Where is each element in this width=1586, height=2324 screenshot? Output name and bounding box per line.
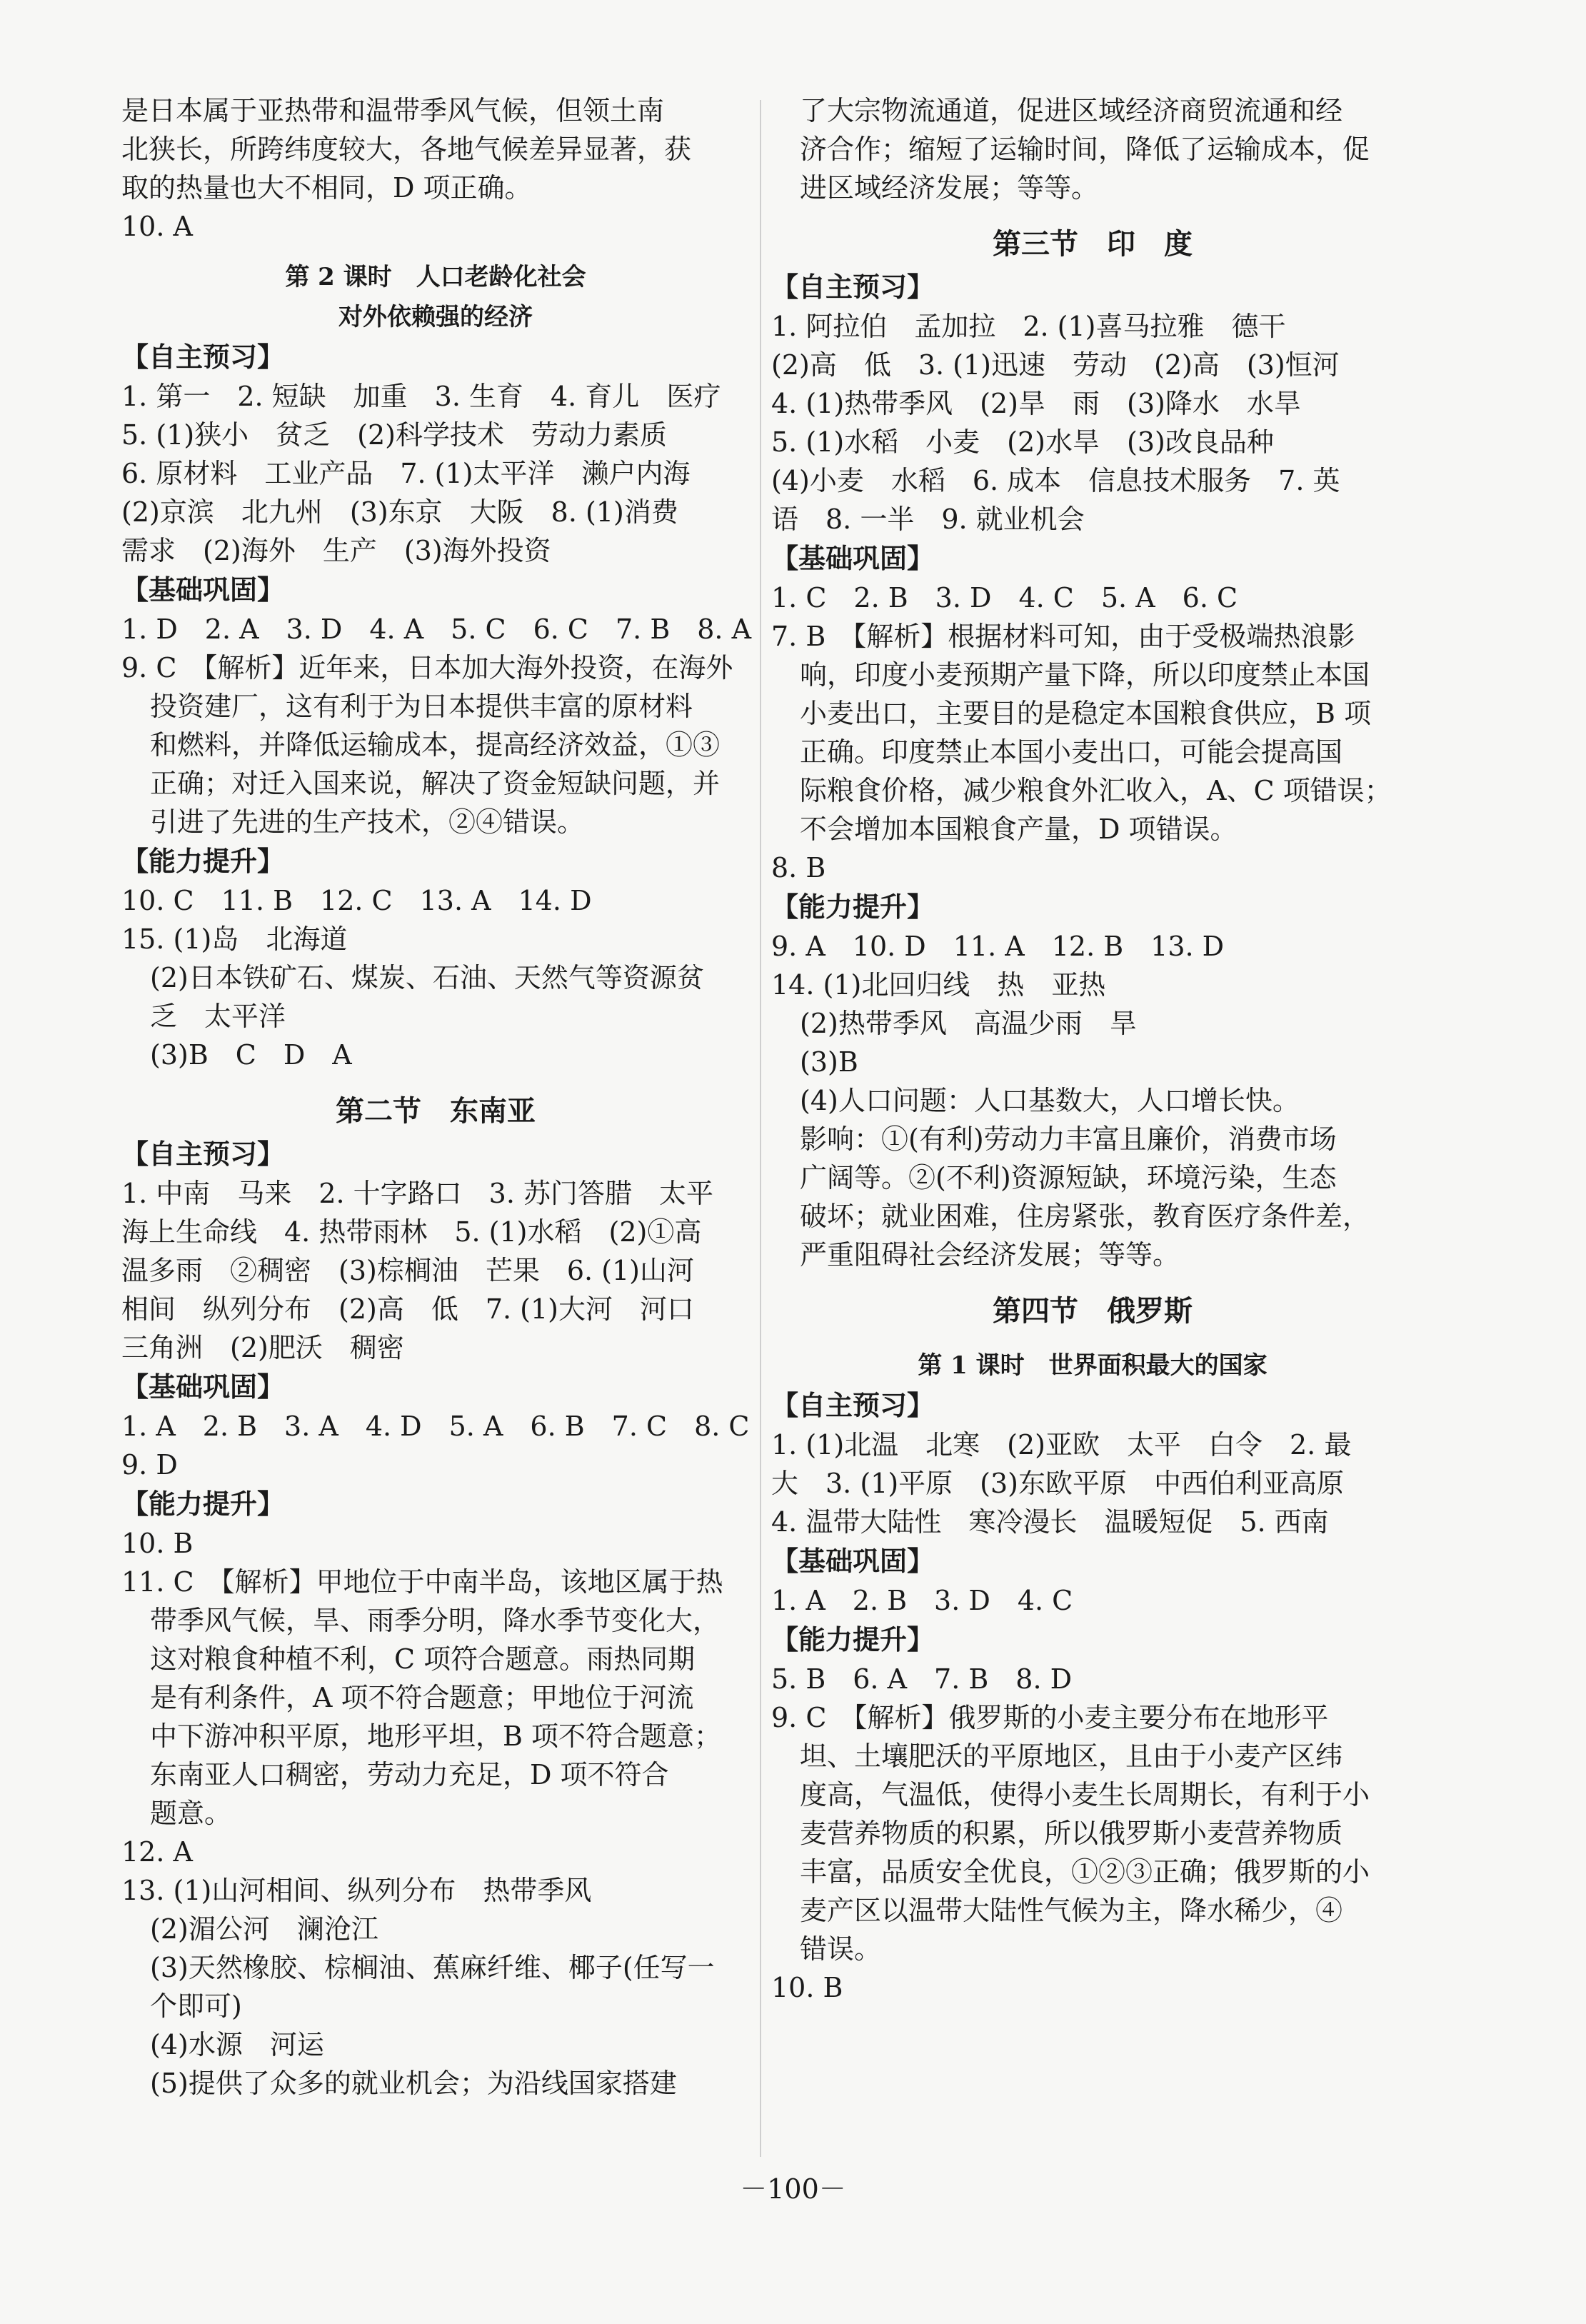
text-line: 正确。印度禁止本国小麦出口，可能会提高国 [800, 736, 1343, 768]
text-line: 10. A [121, 211, 193, 242]
text-line: 温多雨 ②稠密 (3)棕榈油 芒果 6. (1)山河 [121, 1255, 694, 1286]
text-line: 引进了先进的生产技术，②④错误。 [150, 806, 585, 838]
text-line: (5)提供了众多的就业机会；为沿线国家搭建 [150, 2068, 677, 2099]
text-line: 需求 (2)海外 生产 (3)海外投资 [121, 535, 551, 566]
text-line: 度高，气温低，使得小麦生长周期长，有利于小 [800, 1779, 1370, 1810]
text-line: 相间 纵列分布 (2)高 低 7. (1)大河 河口 [121, 1293, 694, 1325]
text-line: 三角洲 (2)肥沃 稠密 [121, 1332, 404, 1363]
section-header: 【自主预习】 [121, 1138, 285, 1170]
text-line: 10. C 11. B 12. C 13. A 14. D [121, 885, 592, 916]
text-line: 7. B 【解析】根据材料可知，由于受极端热浪影 [771, 621, 1355, 652]
text-line: 正确；对迁入国来说，解决了资金短缺问题，并 [150, 768, 721, 799]
text-line: 大 3. (1)平原 (3)东欧平原 中西伯利亚高原 [771, 1468, 1344, 1499]
text-line: 8. B [771, 852, 826, 883]
lesson-subtitle: 对外依赖强的经济 [338, 303, 533, 331]
text-line: 1. C 2. B 3. D 4. C 5. A 6. C [771, 582, 1238, 613]
text-line: 海上生命线 4. 热带雨林 5. (1)水稻 (2)①高 [121, 1216, 702, 1248]
text-line: 14. (1)北回归线 热 亚热 [771, 969, 1106, 1001]
section-header: 【基础巩固】 [121, 1371, 285, 1403]
text-line: 和燃料，并降低运输成本，提高经济效益，①③ [150, 729, 721, 761]
text-line: 9. C 【解析】俄罗斯的小麦主要分布在地形平 [771, 1702, 1329, 1733]
text-line: (2)高 低 3. (1)迅速 劳动 (2)高 (3)恒河 [771, 349, 1340, 381]
section-header: 【自主预习】 [771, 271, 935, 303]
lesson-title: 第 2 课时 人口老龄化社会 [285, 263, 586, 291]
text-line: 10. B [121, 1528, 194, 1559]
text-line: (2)京滨 北九州 (3)东京 大阪 8. (1)消费 [121, 496, 678, 528]
text-line: 坦、土壤肥沃的平原地区，且由于小麦产区纬 [800, 1741, 1343, 1772]
text-line: 个即可) [150, 1990, 242, 2022]
text-line: (2)热带季风 高温少雨 旱 [800, 1008, 1137, 1039]
text-line: (3)B [800, 1046, 858, 1078]
section-header: 【能力提升】 [771, 891, 935, 923]
text-line: 北狭长，所跨纬度较大，各地气候差异显著，获 [121, 134, 692, 165]
text-line: 麦营养物质的积累，所以俄罗斯小麦营养物质 [800, 1818, 1343, 1849]
text-line: 6. 原材料 工业产品 7. (1)太平洋 濑户内海 [121, 458, 691, 489]
text-line: 9. A 10. D 11. A 12. B 13. D [771, 931, 1225, 962]
text-line: 际粮食价格，减少粮食外汇收入，A、C 项错误； [800, 775, 1392, 806]
text-line: 这对粮食种植不利，C 项符合题意。雨热同期 [150, 1643, 696, 1675]
text-line: 严重阻碍社会经济发展；等等。 [800, 1239, 1180, 1271]
section-title: 第三节 印 度 [993, 227, 1193, 261]
lesson-title: 第 1 课时 世界面积最大的国家 [918, 1351, 1268, 1380]
text-line: 乏 太平洋 [150, 1001, 286, 1032]
section-header: 【基础巩固】 [771, 1546, 935, 1577]
text-line: (4)小麦 水稻 6. 成本 信息技术服务 7. 英 [771, 465, 1340, 496]
text-line: 5. (1)狭小 贫乏 (2)科学技术 劳动力素质 [121, 419, 667, 451]
text-line: 1. 第一 2. 短缺 加重 3. 生育 4. 育儿 医疗 [121, 381, 721, 412]
text-line: 不会增加本国粮食产量，D 项错误。 [800, 813, 1238, 845]
text-line: 11. C 【解析】甲地位于中南半岛，该地区属于热 [121, 1566, 723, 1598]
text-line: 10. B [771, 1972, 843, 2003]
text-line: 12. A [121, 1836, 193, 1868]
text-line: 广阔等。②(不利)资源短缺，环境污染，生态 [800, 1162, 1337, 1193]
text-line: 错误。 [800, 1933, 882, 1965]
text-line: 济合作；缩短了运输时间，降低了运输成本，促 [800, 134, 1370, 165]
text-line: 1. A 2. B 3. D 4. C [771, 1585, 1073, 1616]
page-number: －100－ [740, 2173, 846, 2205]
column-divider [760, 100, 761, 2157]
text-line: (3)B C D A [150, 1039, 352, 1071]
section-title: 第四节 俄罗斯 [993, 1294, 1193, 1328]
text-line: 1. D 2. A 3. D 4. A 5. C 6. C 7. B 8. A [121, 613, 752, 645]
text-line: 响，印度小麦预期产量下降，所以印度禁止本国 [800, 659, 1370, 691]
text-line: 带季风气候，旱、雨季分明，降水季节变化大， [150, 1605, 721, 1636]
text-line: 取的热量也大不相同，D 项正确。 [121, 172, 532, 204]
text-line: 东南亚人口稠密，劳动力充足，D 项不符合 [150, 1759, 669, 1790]
text-line: 1. A 2. B 3. A 4. D 5. A 6. B 7. C 8. C [121, 1411, 750, 1442]
text-line: (2)日本铁矿石、煤炭、石油、天然气等资源贫 [150, 962, 704, 993]
text-line: 1. 中南 马来 2. 十字路口 3. 苏门答腊 太平 [121, 1178, 714, 1209]
left-column [121, 93, 750, 2101]
text-line: 麦产区以温带大陆性气候为主，降水稀少，④ [800, 1895, 1343, 1926]
text-line: (2)湄公河 澜沧江 [150, 1913, 378, 1945]
section-header: 【能力提升】 [121, 846, 285, 877]
section-header: 【自主预习】 [121, 341, 285, 373]
text-line: 5. B 6. A 7. B 8. D [771, 1663, 1073, 1695]
text-line: 题意。 [150, 1798, 232, 1829]
section-header: 【能力提升】 [121, 1488, 285, 1520]
text-line: 1. 阿拉伯 孟加拉 2. (1)喜马拉雅 德干 [771, 311, 1286, 342]
text-line: 4. 温带大陆性 寒冷漫长 温暖短促 5. 西南 [771, 1506, 1329, 1538]
text-line: 9. C 【解析】近年来，日本加大海外投资，在海外 [121, 652, 733, 683]
text-line: 13. (1)山河相间、纵列分布 热带季风 [121, 1875, 592, 1906]
section-title: 第二节 东南亚 [336, 1094, 536, 1128]
text-line: (4)水源 河运 [150, 2029, 324, 2060]
text-line: 是有利条件，A 项不符合题意；甲地位于河流 [150, 1682, 694, 1713]
text-line: 语 8. 一半 9. 就业机会 [771, 504, 1085, 535]
section-header: 【能力提升】 [771, 1624, 935, 1656]
text-line: (3)天然橡胶、棕榈油、蕉麻纤维、椰子(任写一 [150, 1952, 715, 1983]
text-line: 影响：①(有利)劳动力丰富且廉价，消费市场 [800, 1123, 1337, 1155]
section-header: 【基础巩固】 [121, 574, 285, 606]
text-line: 4. (1)热带季风 (2)旱 雨 (3)降水 水旱 [771, 388, 1301, 419]
text-line: 5. (1)水稻 小麦 (2)水旱 (3)改良品种 [771, 426, 1274, 458]
text-line: 破坏；就业困难，住房紧张，教育医疗条件差， [800, 1201, 1370, 1232]
text-line: 9. D [121, 1449, 178, 1481]
text-line: 了大宗物流通道，促进区域经济商贸流通和经 [800, 95, 1343, 126]
text-line: 是日本属于亚热带和温带季风气候，但领土南 [121, 95, 665, 126]
text-line: 中下游冲积平原，地形平坦，B 项不符合题意； [150, 1721, 722, 1752]
text-line: 1. (1)北温 北寒 (2)亚欧 太平 白令 2. 最 [771, 1429, 1352, 1461]
text-line: 15. (1)岛 北海道 [121, 923, 348, 955]
section-header: 【自主预习】 [771, 1390, 935, 1421]
section-header: 【基础巩固】 [771, 543, 935, 574]
right-column [771, 93, 1414, 2005]
text-line: (4)人口问题：人口基数大，人口增长快。 [800, 1085, 1300, 1116]
text-line: 进区域经济发展；等等。 [800, 172, 1099, 204]
text-line: 投资建厂，这有利于为日本提供丰富的原材料 [150, 691, 693, 722]
text-line: 小麦出口，主要目的是稳定本国粮食供应，B 项 [800, 698, 1372, 729]
text-line: 丰富，品质安全优良，①②③正确；俄罗斯的小 [800, 1856, 1370, 1888]
